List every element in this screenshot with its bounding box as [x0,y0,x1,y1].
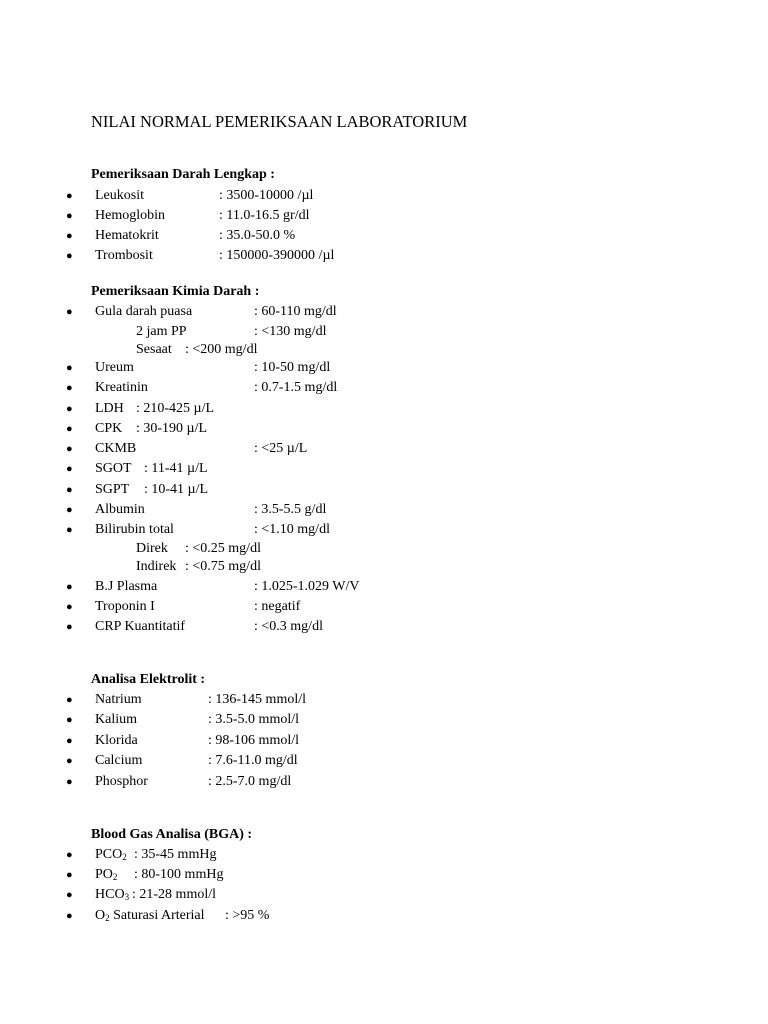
bullet-icon: ● [66,382,73,394]
item-label: Natrium [95,692,142,707]
item-value: : <0.25 mg/dl [185,541,261,556]
item-value: : 150000-390000 /µl [219,248,335,263]
item-value: : 210-425 µ/L [136,401,215,416]
item-value: : 0.7-1.5 mg/dl [254,380,338,395]
item-label: Calcium [95,753,143,768]
item-label: Direk [136,541,168,556]
item-label: Bilirubin total [95,522,174,537]
item-label: Klorida [95,733,138,748]
item-label: Indirek [136,559,177,574]
bullet-icon: ● [66,910,73,922]
bullet-icon: ● [66,869,73,881]
item-label: SGOT [95,461,132,476]
item-value: : <1.10 mg/dl [254,522,330,537]
bullet-icon: ● [66,601,73,613]
item-label: Sesaat [136,342,172,357]
bullet-icon: ● [66,443,73,455]
item-label: CKMB [95,441,137,456]
bullet-icon: ● [66,889,73,901]
item-value: : <200 mg/dl [185,342,258,357]
bullet-icon: ● [66,504,73,516]
item-value: : 2.5-7.0 mg/dl [208,774,292,789]
item-value: : <130 mg/dl [254,324,327,339]
item-value: : 80-100 mmHg [134,867,224,882]
bullet-icon: ● [66,735,73,747]
item-label: Leukosit [95,188,144,203]
item-label: $PCO_2$ [95,847,127,862]
bullet-icon: ● [66,210,73,222]
item-value: : <0.75 mg/dl [185,559,261,574]
section-title: Pemeriksaan Kimia Darah : [91,284,260,299]
item-value: : 3500-10000 /µl [219,188,314,203]
item-label: CRP Kuantitatif [95,619,186,634]
item-label: $PO_2$ [95,867,118,882]
item-label: Kalium [95,712,137,727]
section-title: Blood Gas Analisa (BGA) : [91,827,253,842]
bullet-icon: ● [66,524,73,536]
item-value: : 10-41 µ/L [144,482,209,497]
item-label: Gula darah puasa [95,304,193,319]
item-label: Phosphor [95,774,148,789]
item-value: : 98-106 mmol/l [208,733,299,748]
item-value: : 30-190 µ/L [136,421,208,436]
bullet-icon: ● [66,403,73,415]
bullet-icon: ● [66,250,73,262]
bullet-icon: ● [66,849,73,861]
item-value: : <25 µ/L [254,441,308,456]
bullet-icon: ● [66,581,73,593]
item-value: : 21-28 mmol/l [132,887,216,902]
bullet-icon: ● [66,694,73,706]
item-value: : <0.3 mg/dl [254,619,323,634]
item-value: : 60-110 mg/dl [254,304,337,319]
section-title: Pemeriksaan Darah Lengkap : [91,167,275,182]
item-label: SGPT [95,482,130,497]
bullet-icon: ● [66,190,73,202]
item-value: : 11.0-16.5 gr/dl [219,208,310,223]
item-value: : >95 % [225,908,270,923]
bullet-icon: ● [66,621,73,633]
item-value: : 1.025-1.029 W/V [254,579,360,594]
item-label: Trombosit [95,248,153,263]
item-label: B.J Plasma [95,579,158,594]
bullet-icon: ● [66,230,73,242]
item-label: Troponin I [95,599,155,614]
bullet-icon: ● [66,755,73,767]
bullet-icon: ● [66,423,73,435]
item-value: : 7.6-11.0 mg/dl [208,753,298,768]
item-label: Kreatinin [95,380,148,395]
item-label: Hemoglobin [95,208,165,223]
item-value: : 35.0-50.0 % [219,228,296,243]
item-label: CPK [95,421,123,436]
bullet-icon: ● [66,306,73,318]
item-label: Albumin [95,502,145,517]
bullet-icon: ● [66,362,73,374]
item-value: : 136-145 mmol/l [208,692,306,707]
section-title: Analisa Elektrolit : [91,672,206,687]
item-value: : 3.5-5.0 mmol/l [208,712,299,727]
item-label: $O_2$ Saturasi Arterial [95,908,205,923]
page-title: NILAI NORMAL PEMERIKSAAN LABORATORIUM [91,112,468,131]
bullet-icon: ● [66,714,73,726]
item-value: : 11-41 µ/L [144,461,208,476]
bullet-icon: ● [66,463,73,475]
item-label: LDH [95,401,124,416]
bullet-icon: ● [66,776,73,788]
item-label: 2 jam PP [136,324,187,339]
item-label: Ureum [95,360,134,375]
item-value: : negatif [254,599,301,614]
item-value: : 10-50 mg/dl [254,360,331,375]
item-value: : 35-45 mmHg [134,847,217,862]
item-label: Hematokrit [95,228,159,243]
bullet-icon: ● [66,484,73,496]
item-label: $HCO_3$ [95,887,130,902]
item-value: : 3.5-5.5 g/dl [254,502,327,517]
